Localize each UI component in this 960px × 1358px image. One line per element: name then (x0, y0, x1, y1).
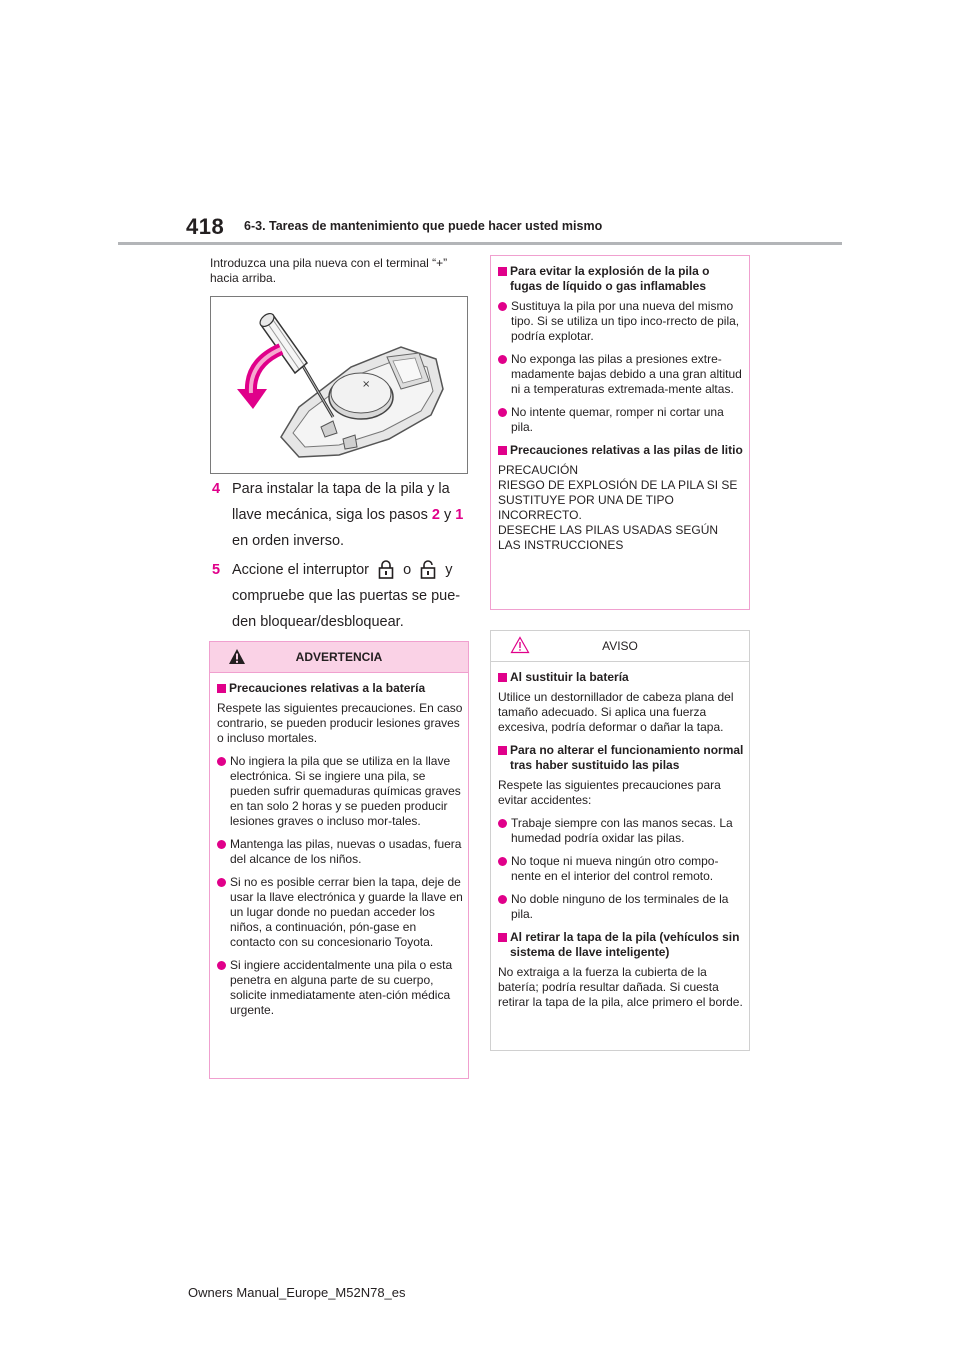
warning-box (209, 641, 469, 1079)
list-item: No exponga las pilas a presiones extre-madamente bajas debido a una gran altitud ni a temperaturas extremada-mente altas. (498, 352, 744, 397)
notice-title: AVISO (602, 639, 638, 653)
precaution-heading-explosion: Para evitar la explosión de la pila o fugas de líquido o gas inflamables (498, 264, 744, 294)
list-item: Trabaje siempre con las manos secas. La humedad podría oxidar las pilas. (498, 816, 744, 846)
section-title: 6-3. Tareas de mantenimiento que puede hacer usted mismo (244, 219, 603, 233)
step-ref: 2 (431, 507, 440, 523)
list-item: No doble ninguno de los terminales de la pila. (498, 892, 744, 922)
notice-paragraph: Respete las siguientes precauciones para evitar accidentes: (498, 778, 721, 807)
warning-paragraph: Respete las siguientes precauciones. En caso contrario, se pueden producir lesiones graves o incluso mortales. (217, 701, 463, 745)
step-5 (212, 557, 480, 635)
list-item: No intente quemar, romper ni cortar una pila. (498, 405, 744, 435)
header-rule (118, 242, 842, 245)
warning-title: ADVERTENCIA (295, 650, 383, 664)
list-item: Sustituya la pila por una nueva del mismo tipo. Si se utiliza un tipo inco-rrecto de pila, podría explotar. (498, 299, 744, 344)
step-text: en orden inverso. (232, 533, 345, 549)
battery-installation-figure (210, 296, 468, 474)
caution-line: RIESGO DE EXPLOSIÓN DE LA PILA SI SE SUSTITUYE POR UNA DE TIPO INCORRECTO. (498, 478, 738, 522)
precaution-box (490, 255, 750, 610)
unlock-icon (419, 559, 437, 579)
notice-box (490, 630, 750, 1051)
notice-paragraph: No extraiga a la fuerza la cubierta de la batería; podría resultar dañada. Si cuesta retirar la tapa de la pila, alce primero el borde. (498, 965, 743, 1009)
list-item: Si no es posible cerrar bien la tapa, deje de usar la llave electrónica y guarde la llave en un lugar donde no puedan acceder los niños, a continuación, pón-gase en contacto con su concesionario Toyota. (217, 875, 463, 950)
warning-heading: Precauciones relativas a la batería (217, 681, 463, 696)
step-text: Accione el interruptor (232, 562, 374, 578)
list-item: Mantenga las pilas, nuevas o usadas, fuera del alcance de los niños. (217, 837, 463, 867)
precaution-heading-lithium: Precauciones relativas a las pilas de litio (498, 443, 744, 458)
step-text: o (399, 562, 416, 578)
notice-heading-operation: Para no alterar el funcionamiento normal tras haber sustituido las pilas (498, 743, 744, 773)
caution-line: DESECHE LAS PILAS USADAS SEGÚN LAS INSTRUCCIONES (498, 523, 719, 552)
footer-text: Owners Manual_Europe_M52N78_es (188, 1285, 406, 1300)
warning-triangle-icon (228, 648, 246, 665)
page-number: 418 (186, 214, 225, 239)
intro-text: Introduzca una pila nueva con el terminal “+” hacia arriba. (210, 256, 448, 285)
lock-icon (377, 559, 395, 579)
svg-text:×: × (362, 379, 371, 390)
notice-triangle-icon (510, 636, 530, 654)
step-number: 4 (212, 481, 221, 497)
step-text: y (439, 507, 456, 523)
notice-paragraph: Utilice un destornillador de cabeza plana del tamaño adecuado. Si aplica una fuerza excesiva, podría deformar o dañar la tapa. (498, 690, 734, 734)
step-ref: 1 (455, 507, 464, 523)
step-4 (212, 476, 480, 554)
step-text: Para instalar la tapa de la pila y la llave mecánica, siga los pasos (232, 481, 450, 523)
list-item: No toque ni mueva ningún otro compo-nente en el interior del control remoto. (498, 854, 744, 884)
step-text: y compruebe que las puertas se pue-den bloquear/desbloquear. (232, 562, 461, 630)
notice-heading-replacement: Al sustituir la batería (498, 670, 744, 685)
step-number: 5 (212, 562, 221, 578)
list-item: Si ingiere accidentalmente una pila o esta penetra en alguna parte de su cuerpo, solicite inmediatamente aten-ción médica urgente. (217, 958, 463, 1018)
list-item: No ingiera la pila que se utiliza en la llave electrónica. Si se ingiere una pila, se pueden sufrir quemaduras químicas graves en tan solo 2 horas y se pueden producir lesiones graves o incluso mor-tales. (217, 754, 463, 829)
caution-line: PRECAUCIÓN (498, 463, 579, 477)
warning-header (210, 642, 468, 673)
notice-heading-cover: Al retirar la tapa de la pila (vehículos sin sistema de llave inteligente) (498, 930, 744, 960)
